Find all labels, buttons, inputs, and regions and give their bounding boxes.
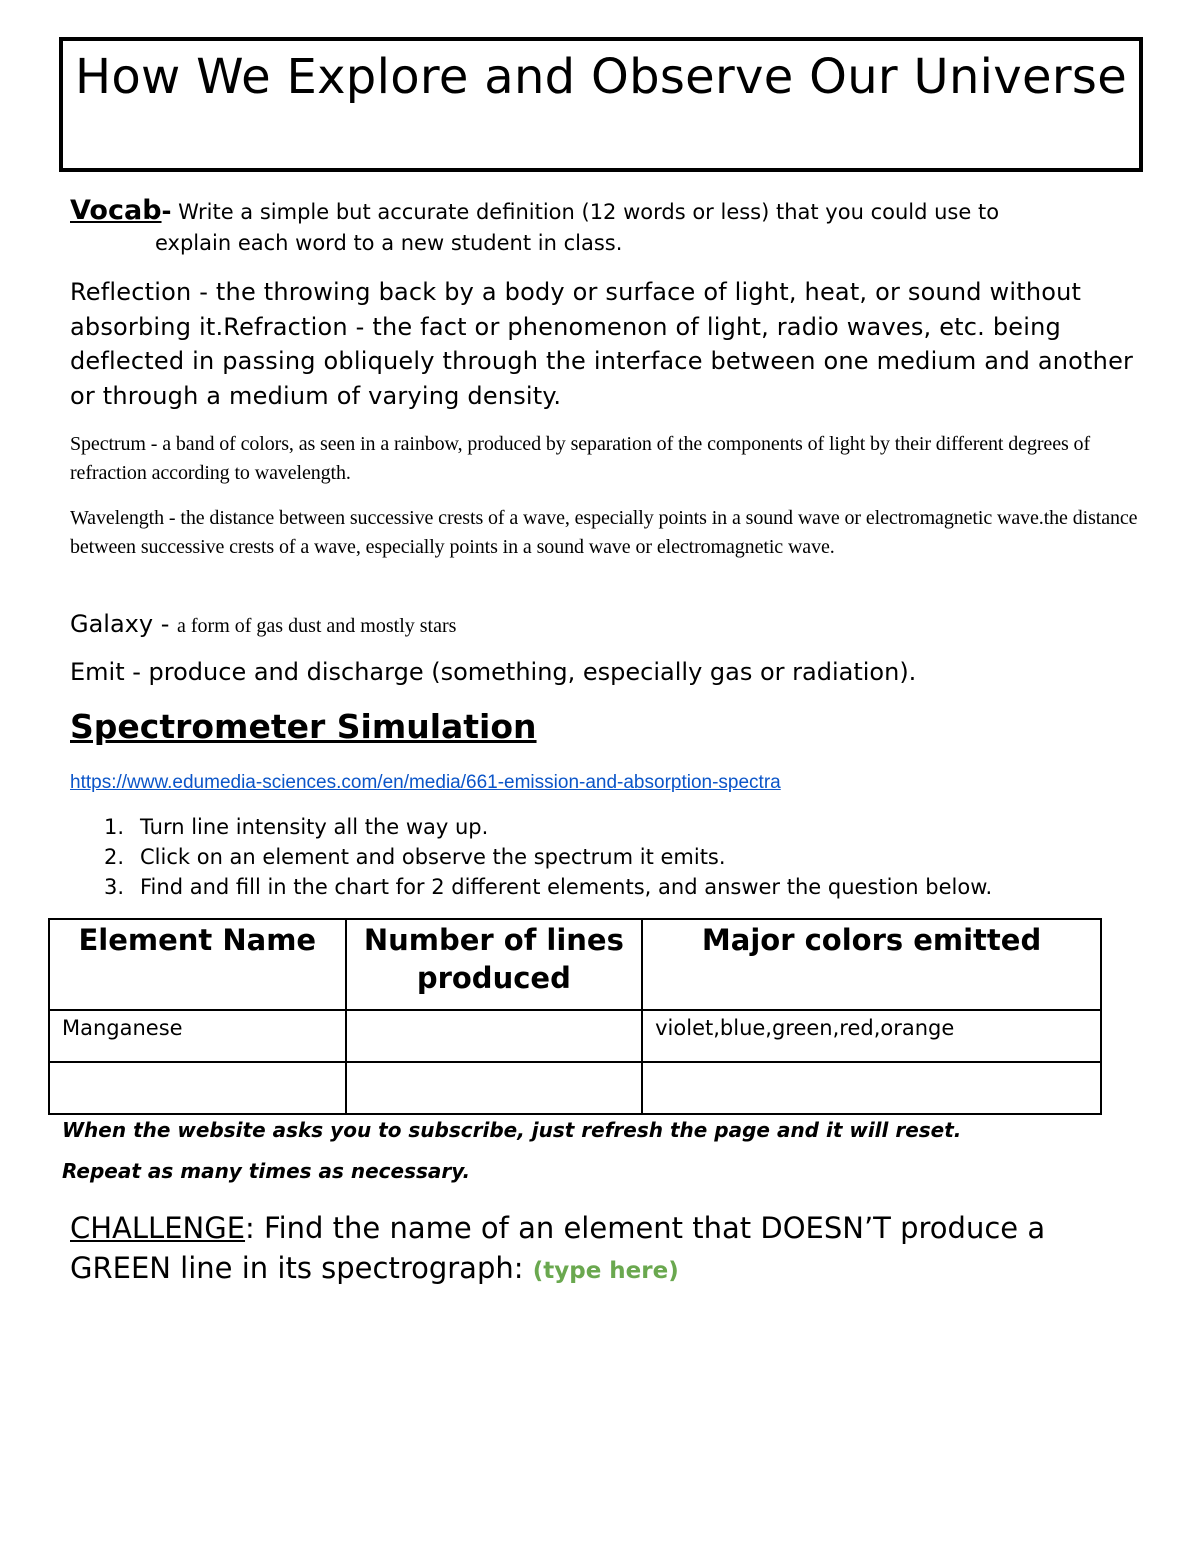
subscribe-note <box>62 1110 1142 1192</box>
galaxy-def-text: a form of gas dust and mostly stars <box>177 615 457 637</box>
subscribe-note-line1: When the website asks you to subscribe, just refresh the page and it will reset. <box>62 1118 962 1142</box>
header-number-of-lines: Number of lines produced <box>346 919 643 1010</box>
step-item <box>104 872 992 902</box>
challenge-question <box>70 1208 1150 1291</box>
challenge-answer-field[interactable]: (type here) <box>532 1258 679 1284</box>
challenge-text: : Find the name of an element that DOESN’T produce a GREEN line in its spectrograph: <box>70 1211 1046 1285</box>
cell-element-name[interactable] <box>49 1062 346 1114</box>
step-item <box>104 842 992 872</box>
simulation-link[interactable]: https://www.edumedia-sciences.com/en/media/661-emission-and-absorption-spectra <box>70 772 781 793</box>
cell-number-of-lines[interactable] <box>346 1062 643 1114</box>
vocab-dash: - <box>161 197 172 225</box>
step-text: Click on an element and observe the spectrum it emits. <box>140 845 726 869</box>
cell-number-of-lines[interactable] <box>346 1010 643 1062</box>
spectrum-definition[interactable]: Spectrum - a band of colors, as seen in a rainbow, produced by separation of the components of light by their different degrees of refraction according to wavelength. <box>70 433 1091 484</box>
instruction-steps <box>104 812 992 902</box>
step-text: Turn line intensity all the way up. <box>140 815 489 839</box>
cell-major-colors[interactable] <box>642 1062 1101 1114</box>
vocab-instruction-line1: Write a simple but accurate definition (12 words or less) that you could use to <box>171 200 1000 224</box>
reflection-refraction-definition[interactable]: Reflection - the throwing back by a body or surface of light, heat, or sound without absorbing it.Refraction - the fact or phenomenon of light, radio waves, etc. being deflected in passing obliquely through the interface between one medium and another or through a medium of varying density. <box>70 278 1134 410</box>
page-title: How We Explore and Observe Our Universe <box>74 49 1128 105</box>
vocab-instruction-line2: explain each word to a new student in class. <box>155 231 623 255</box>
vocab-instructions <box>70 195 1150 259</box>
table-row <box>49 1010 1101 1062</box>
cell-element-name[interactable]: Manganese <box>49 1010 346 1062</box>
vocab-heading: Vocab <box>70 195 162 226</box>
galaxy-definition[interactable] <box>70 608 1140 642</box>
galaxy-term: Galaxy - <box>70 610 178 638</box>
step-number: 1. <box>104 815 125 839</box>
emit-definition[interactable]: Emit - produce and discharge (something, especially gas or radiation). <box>70 658 917 686</box>
title-box <box>59 37 1143 172</box>
step-text: Find and fill in the chart for 2 different elements, and answer the question below. <box>140 875 993 899</box>
subscribe-note-line2: Repeat as many times as necessary. <box>62 1159 471 1183</box>
simulation-heading: Spectrometer Simulation <box>70 707 537 746</box>
table-header-row <box>49 919 1101 1010</box>
step-number: 3. <box>104 875 125 899</box>
header-element-name: Element Name <box>49 919 346 1010</box>
step-item <box>104 812 992 842</box>
step-number: 2. <box>104 845 125 869</box>
wavelength-definition[interactable]: Wavelength - the distance between successive crests of a wave, especially points in a sound wave or electromagnetic wave.the distance between successive crests of a wave, especially points in a sound wave or electromagnetic wave. <box>70 507 1138 558</box>
header-major-colors: Major colors emitted <box>642 919 1101 1010</box>
challenge-label: CHALLENGE <box>70 1211 246 1245</box>
cell-major-colors[interactable]: violet,blue,green,red,orange <box>642 1010 1101 1062</box>
table-row <box>49 1062 1101 1114</box>
element-chart <box>48 918 1102 1115</box>
